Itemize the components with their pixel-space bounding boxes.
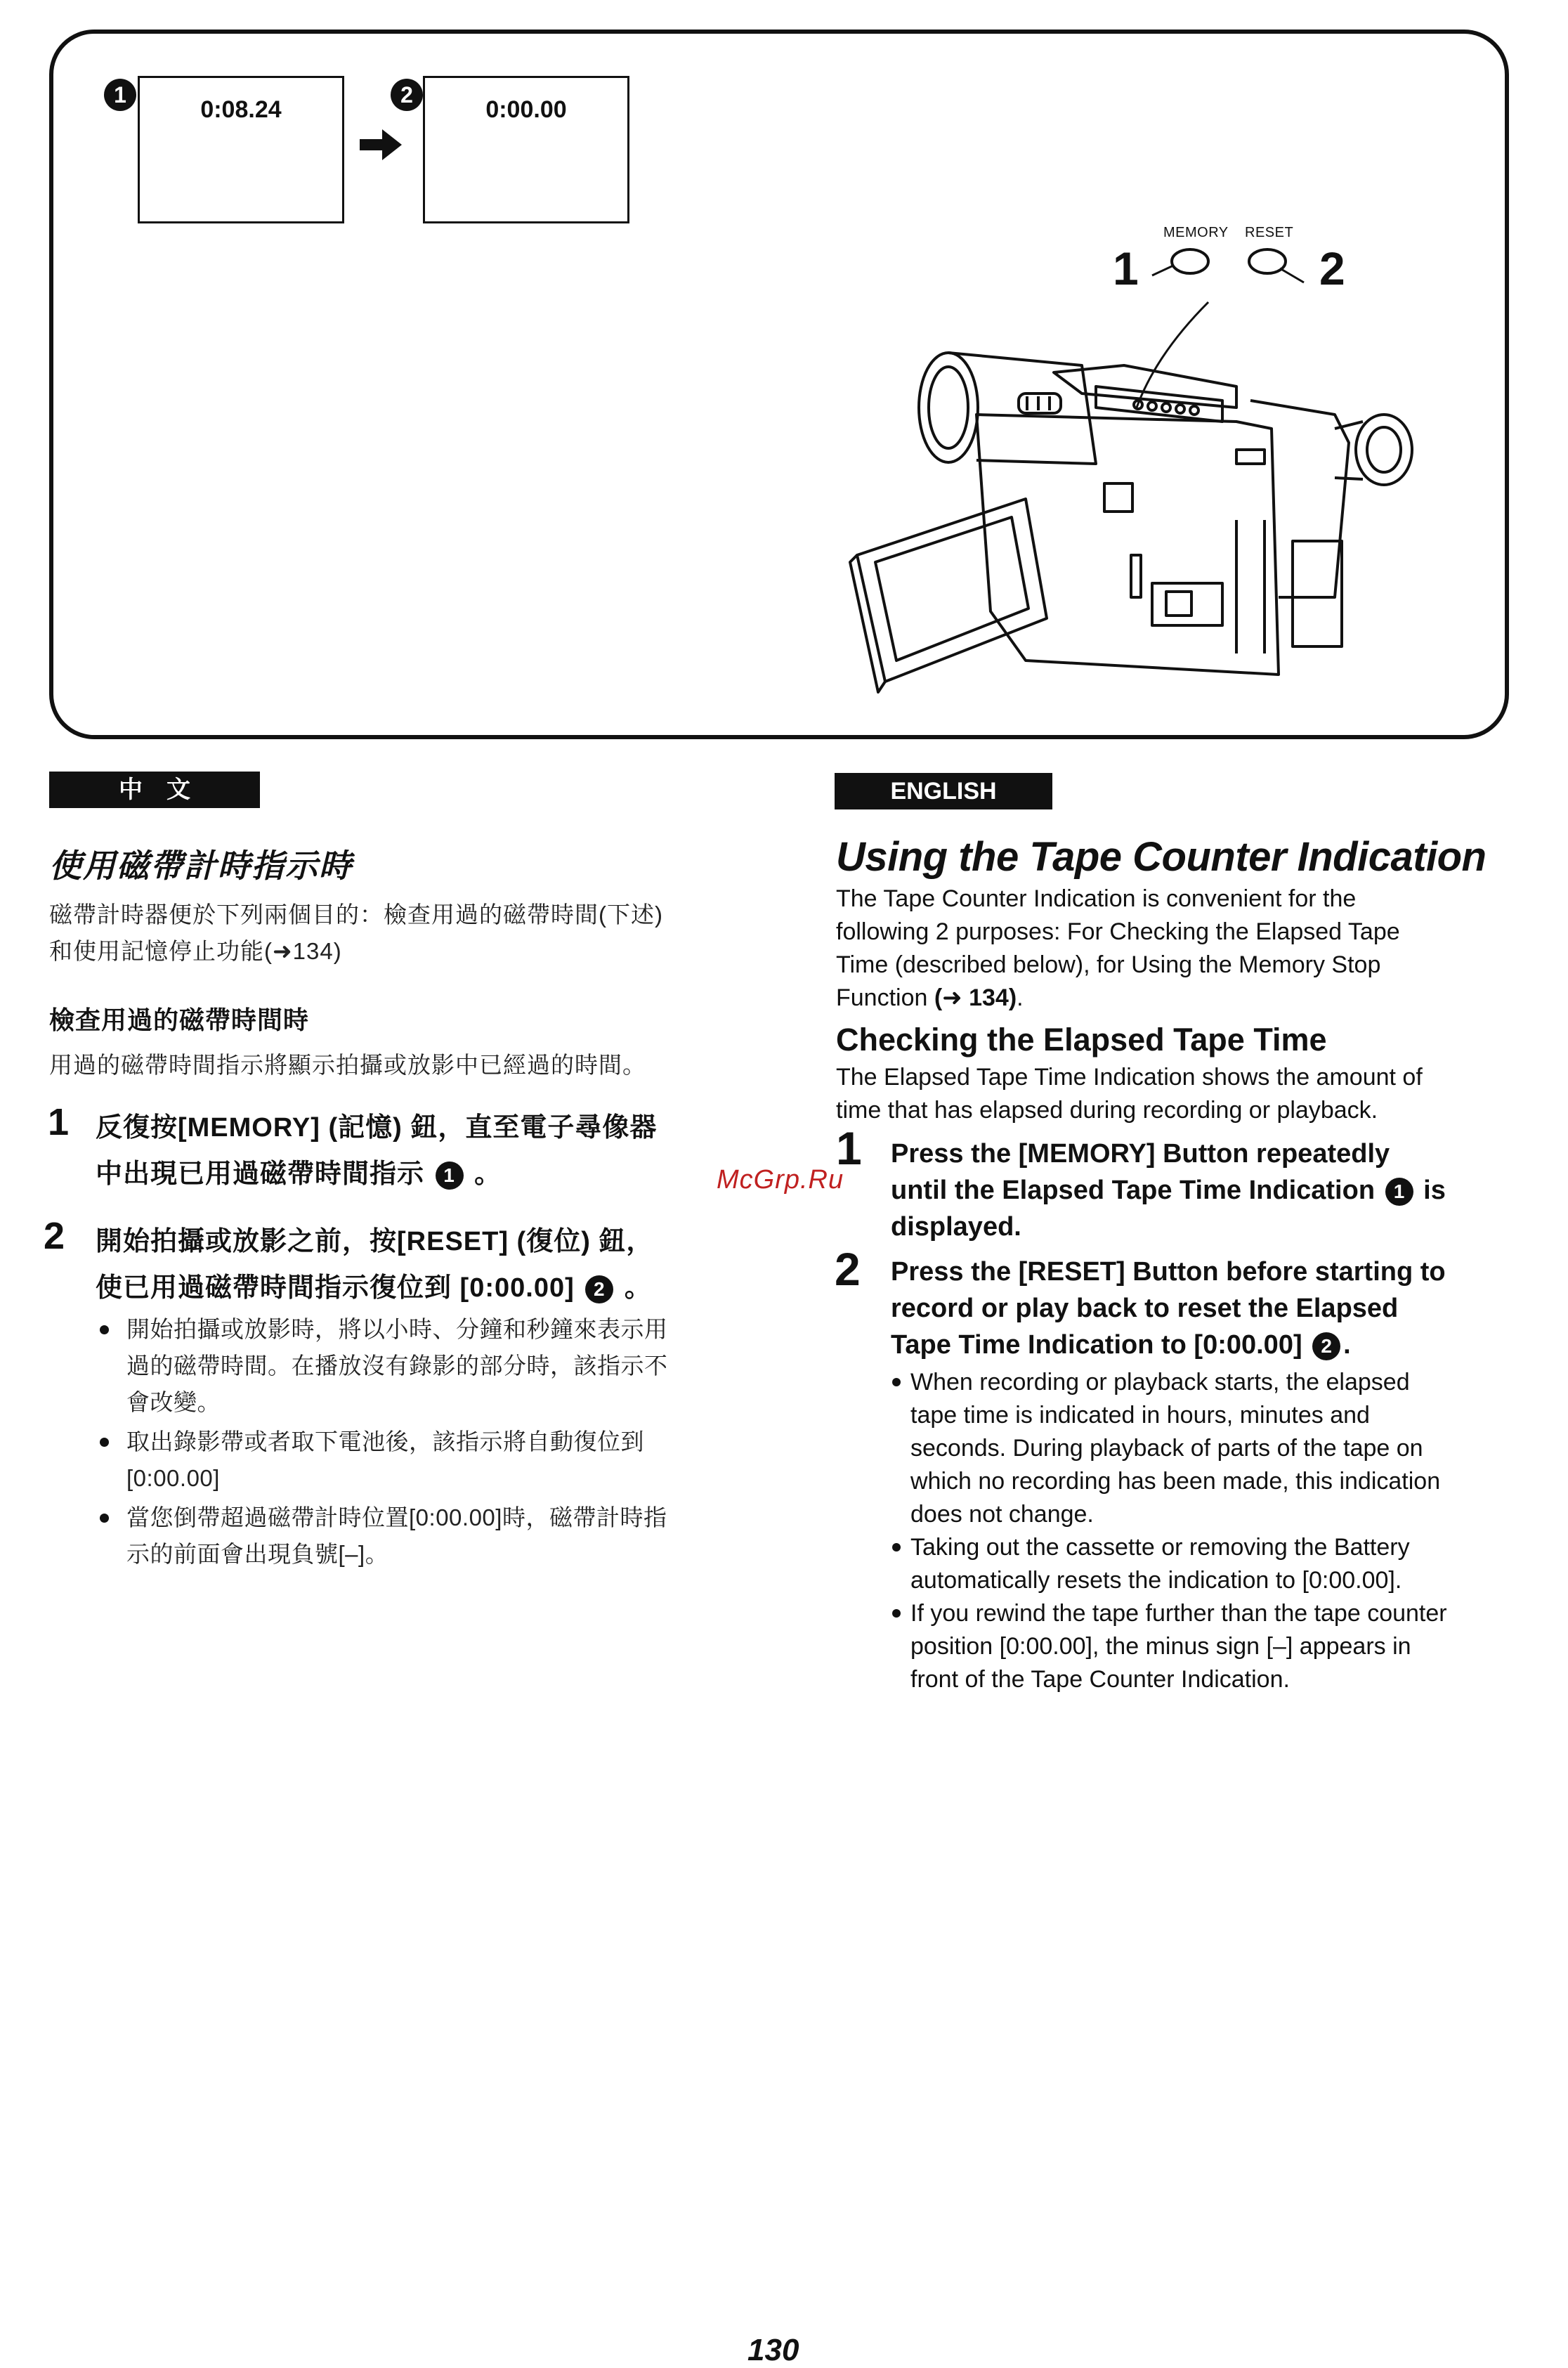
- marker-1: 1: [104, 79, 136, 111]
- zh-intro: [49, 897, 752, 970]
- zh-page-title: 使用磁帶計時指示時: [49, 847, 353, 884]
- zh-step-2-line-1: 開始拍攝或放影之前，按[RESET] (復位) 鈕，: [96, 1227, 654, 1256]
- zh-step-1-number: 1: [48, 1101, 70, 1143]
- en-subheading: Checking the Elapsed Tape Time: [836, 1022, 1327, 1058]
- bullet-dot: [100, 1325, 109, 1334]
- zh-bullet-list: [98, 1311, 731, 1573]
- en-step-2: Press the [RESET] Button before starting to record or play back to reset the Elapsed Tape Time Indication to [0:00.00] 2 .: [891, 1257, 1446, 1360]
- section-tab-english: ENGLISH: [835, 773, 1052, 809]
- marker-2: 2: [391, 79, 423, 111]
- marker-2-inline: 2: [585, 1275, 613, 1303]
- display-2-counter: 0:00.00: [485, 96, 567, 123]
- bullet-dot: [100, 1438, 109, 1447]
- zh-subheading: 檢查用過的磁帶時間時: [49, 1006, 310, 1034]
- en-step-1: Press the [MEMORY] Button repeatedly until the Elapsed Tape Time Indication 1 is displayed.: [891, 1139, 1446, 1242]
- reset-button-label: RESET: [1245, 225, 1294, 240]
- viewfinder-display-2: [423, 76, 629, 223]
- zh-step-1: [96, 1105, 756, 1197]
- en-step-2-number: 2: [835, 1243, 861, 1295]
- viewfinder-display-1: [138, 76, 344, 223]
- en-page-title: Using the Tape Counter Indication: [836, 834, 1487, 880]
- en-sub-body: The Elapsed Tape Time Indication shows the amount of time that has elapsed during recording or playback.: [836, 1064, 1423, 1124]
- camcorder-illustration: [843, 344, 1419, 710]
- marker-1-inline: 1: [1385, 1178, 1413, 1206]
- zh-step-2-number: 2: [44, 1215, 65, 1257]
- zh-step-2-line-2: 使已用過磁帶時間指示復位到 [0:00.00] 2 。: [96, 1273, 652, 1303]
- en-bullet-item: When recording or playback starts, the elapsed tape time is indicated in hours, minutes and seconds. During playback of parts of the tape on which no recording has been made, this indication does not change.: [891, 1366, 1523, 1531]
- en-bullet-item: If you rewind the tape further than the tape counter position [0:00.00], the minus sign [–] appears in front of the Tape Counter Indication.: [891, 1597, 1523, 1696]
- zh-bullet-item: 當您倒帶超過磁帶計時位置[0:00.00]時，磁帶計時指 示的前面會出現負號[–]。: [98, 1499, 731, 1573]
- en-step-1-number: 1: [836, 1122, 862, 1174]
- zh-intro-line-1: 磁帶計時器便於下列兩個目的：檢查用過的磁帶時間(下述): [49, 902, 663, 928]
- en-bullet-item: Taking out the cassette or removing the Battery automatically resets the indication to [0:00.00].: [891, 1531, 1523, 1597]
- bullet-dot: [892, 1609, 901, 1618]
- en-bullet-list: [891, 1366, 1523, 1696]
- zh-sub-body: 用過的磁帶時間指示將顯示拍攝或放影中已經過的時間。: [49, 1052, 646, 1078]
- zh-step-2: [96, 1218, 770, 1311]
- section-tab-chinese: 中 文: [49, 772, 260, 808]
- memory-button-label: MEMORY: [1163, 225, 1229, 240]
- zh-bullet-item: 開始拍攝或放影時，將以小時、分鐘和秒鐘來表示用 過的磁帶時間。在播放沒有錄影的部分時，該指示不 會改變。: [98, 1311, 731, 1421]
- en-intro: The Tape Counter Indication is convenient for the following 2 purposes: For Checking the Elapsed Tape Time (described below), for Using the Memory Stop Function (➜ 134).: [836, 885, 1400, 1011]
- bullet-dot: [892, 1378, 901, 1386]
- arrow-right-icon: [357, 124, 405, 166]
- display-1-counter: 0:08.24: [200, 96, 282, 123]
- watermark: McGrp.Ru: [717, 1165, 844, 1195]
- callout-1: 1: [1113, 242, 1139, 294]
- zh-bullet-item: 取出錄影帶或者取下電池後，該指示將自動復位到 [0:00.00]: [98, 1424, 731, 1497]
- zh-step-1-line-2: 中出現已用過磁帶時間指示 1 。: [96, 1159, 502, 1189]
- marker-1-inline: 1: [436, 1162, 464, 1190]
- page-reference: (➜ 134): [934, 984, 1017, 1011]
- page-number: 130: [747, 2333, 799, 2367]
- callout-2: 2: [1319, 242, 1345, 294]
- bullet-dot: [892, 1543, 901, 1551]
- zh-intro-line-2: 和使用記憶停止功能(➜134): [49, 938, 342, 964]
- bullet-dot: [100, 1514, 109, 1523]
- marker-2-inline: 2: [1312, 1332, 1340, 1360]
- zh-step-1-line-1: 反復按[MEMORY] (記憶) 鈕，直至電子尋像器: [96, 1113, 658, 1143]
